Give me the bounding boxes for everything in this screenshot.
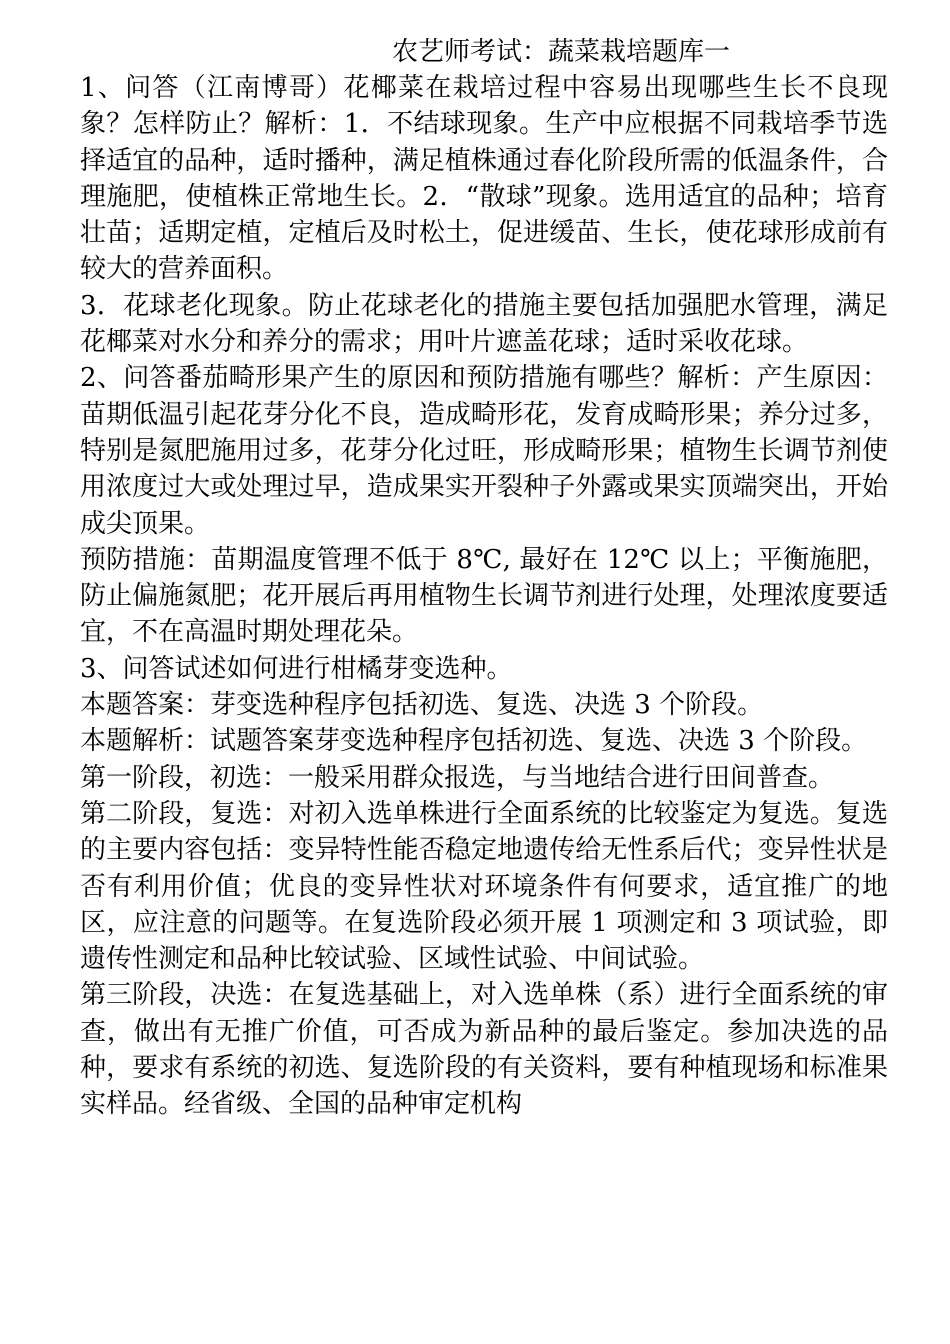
prevention-measures-paragraph: 预防措施：苗期温度管理不低于 8℃, 最好在 12℃ 以上；平衡施肥，防止偏施氮肥；花开展后再用植物生长调节剂进行处理，处理浓度要适宜，不在高温时期处理花朵。 [80,544,888,648]
question-3-paragraph: 3、问答试述如何进行柑橘芽变选种。 [80,653,513,684]
document-title: 农艺师考试：蔬菜栽培题库一 [392,37,731,67]
question-2-paragraph: 2、问答番茄畸形果产生的原因和预防措施有哪些？解析：产生原因：苗期低温引起花芽分化不良，造成畸形花，发育成畸形果；养分过多，特别是氮肥施用过多，花芽分化过旺，形成畸形果；植物生长调节剂使用浓度过大或处理过早，造成果实开裂种子外露或果实顶端突出，开始成尖顶果。 [80,363,888,539]
analysis-paragraph: 本题解析：试题答案芽变选种程序包括初选、复选、决选 3 个阶段。 [80,726,868,757]
answer-paragraph: 本题答案：芽变选种程序包括初选、复选、决选 3 个阶段。 [80,690,764,721]
stage-3-paragraph: 第三阶段，决选：在复选基础上，对入选单株（系）进行全面系统的审查，做出有无推广价值，可否成为新品种的最后鉴定。参加决选的品种，要求有系统的初选、复选阶段的有关资料，要有种植现场和标准果实样品。经省级、全国的品种审定机构 [80,980,888,1120]
document-page [80,34,888,1123]
stage-1-paragraph: 第一阶段，初选：一般采用群众报选，与当地结合进行田间普查。 [80,762,835,793]
stage-2-paragraph: 第二阶段，复选：对初入选单株进行全面系统的比较鉴定为复选。复选的主要内容包括：变异特性能否稳定地遗传给无性系后代；变异性状是否有利用价值；优良的变异性状对环境条件有何要求，适宜推广的地区，应注意的问题等。在复选阶段必须开展 1 项测定和 3 项试验，即遗传性测定和品种比较试验、区域性试验、中间试验。 [80,798,888,975]
question-1-paragraph: 1、问答（江南博哥）花椰菜在栽培过程中容易出现哪些生长不良现象？怎样防止？解析：1．不结球现象。生产中应根据不同栽培季节选择适宜的品种，适时播种，满足植株通过春化阶段所需的低温条件，合理施肥，使植株正常地生长。2．“散球”现象。选用适宜的品种；培育壮苗；适期定植，定植后及时松土，促进缓苗、生长，使花球形成前有较大的营养面积。 [80,73,888,285]
question-1-continuation-paragraph: 3．花球老化现象。防止花球老化的措施主要包括加强肥水管理，满足花椰菜对水分和养分的需求；用叶片遮盖花球；适时采收花球。 [80,290,888,358]
